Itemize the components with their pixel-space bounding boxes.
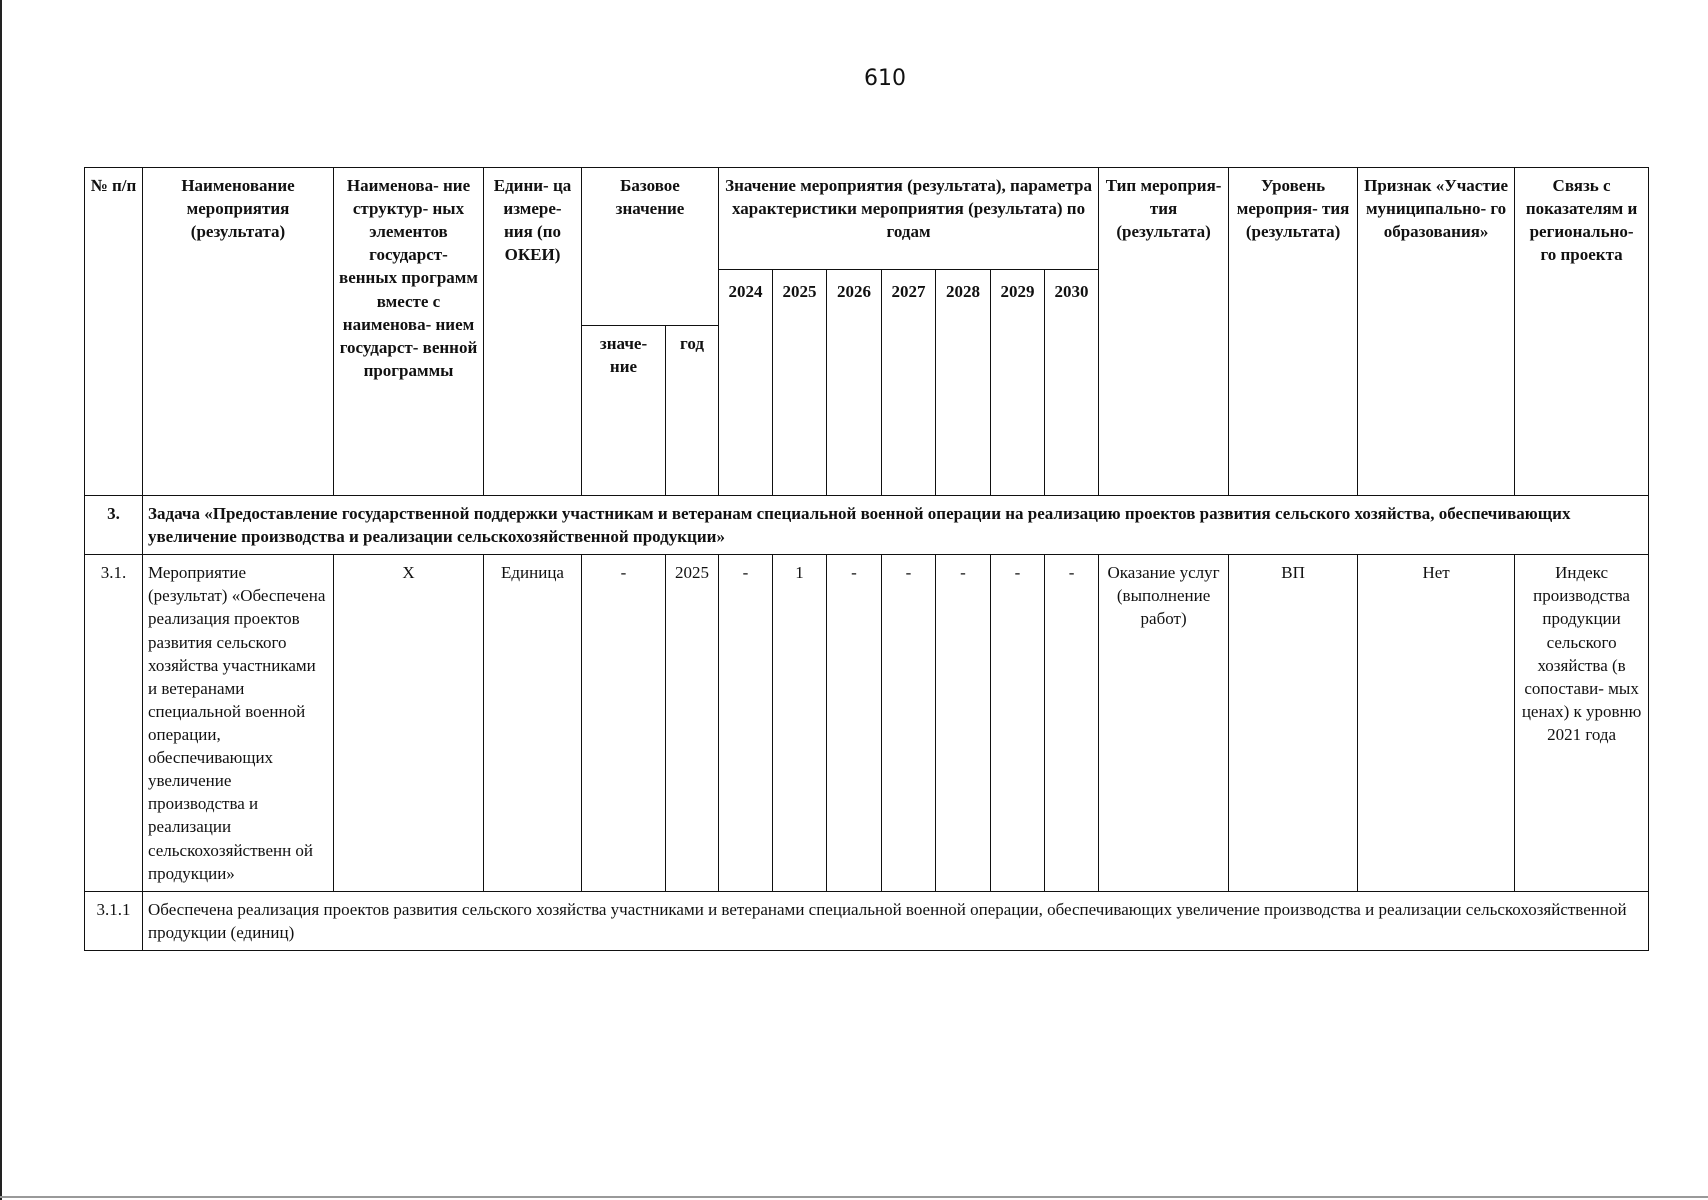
header-base-year: год	[666, 326, 719, 496]
header-year-2028: 2028	[936, 270, 991, 496]
measure-unit: Единица	[484, 555, 582, 892]
measure-value-2026: -	[827, 555, 882, 892]
characteristic-text: Обеспечена реализация проектов развития сельского хозяйства участниками и ветеранами специальной военной операции, обеспечивающих увеличение производства и реализации сельскохозяйственной продукции (единиц)	[143, 891, 1649, 950]
header-structural: Наименова- ние структур- ных элементов государст- венных программ вместе с наименова- нием государст- венной программы	[334, 168, 484, 496]
header-base: Базовое значение	[582, 168, 719, 326]
measure-base-year: 2025	[666, 555, 719, 892]
header-name: Наименование мероприятия (результата)	[143, 168, 334, 496]
bottom-page-edge	[0, 1196, 1708, 1198]
page-number: 610	[864, 66, 906, 91]
header-year-2025: 2025	[773, 270, 827, 496]
header-type: Тип мероприя- тия (результата)	[1099, 168, 1229, 496]
task-row	[85, 496, 1649, 555]
measure-value-2025: 1	[773, 555, 827, 892]
measures-table	[84, 167, 1649, 951]
measure-structural: X	[334, 555, 484, 892]
task-num: 3.	[85, 496, 143, 555]
header-year-2026: 2026	[827, 270, 882, 496]
header-values-by-year: Значение мероприятия (результата), параметра характеристики мероприятия (результата) по годам	[719, 168, 1099, 270]
measure-name: Мероприятие (результат) «Обеспечена реализация проектов развития сельского хозяйства участниками и ветеранами специальной военной операции, обеспечивающих увеличение производства и реализации сельскохозяйственн ой продукции»	[143, 555, 334, 892]
measure-level: ВП	[1229, 555, 1358, 892]
header-base-value: значе- ние	[582, 326, 666, 496]
task-text: Задача «Предоставление государственной поддержки участникам и ветеранам специальной военной операции на реализацию проектов развития сельского хозяйства, обеспечивающих увеличение производства и реализации сельскохозяйственной продукции»	[143, 496, 1649, 555]
left-page-edge	[0, 0, 2, 1200]
measure-row	[85, 555, 1649, 892]
measure-value-2024: -	[719, 555, 773, 892]
characteristic-row	[85, 891, 1649, 950]
header-num: № п/п	[85, 168, 143, 496]
header-year-2024: 2024	[719, 270, 773, 496]
measure-municipal: Нет	[1358, 555, 1515, 892]
header-unit: Едини- ца измере- ния (по ОКЕИ)	[484, 168, 582, 496]
measure-link: Индекс производства продукции сельского хозяйства (в сопостави- мых ценах) к уровню 2021 года	[1515, 555, 1649, 892]
header-municipal: Признак «Участие муниципально- го образования»	[1358, 168, 1515, 496]
header-year-2030: 2030	[1045, 270, 1099, 496]
header-level: Уровень мероприя- тия (результата)	[1229, 168, 1358, 496]
header-link: Связь с показателям и регионально- го проекта	[1515, 168, 1649, 496]
header-year-2027: 2027	[882, 270, 936, 496]
measure-type: Оказание услуг (выполнение работ)	[1099, 555, 1229, 892]
measure-value-2029: -	[991, 555, 1045, 892]
measure-value-2027: -	[882, 555, 936, 892]
measure-value-2030: -	[1045, 555, 1099, 892]
measure-num: 3.1.	[85, 555, 143, 892]
characteristic-num: 3.1.1	[85, 891, 143, 950]
measure-value-2028: -	[936, 555, 991, 892]
measure-base-value: -	[582, 555, 666, 892]
header-year-2029: 2029	[991, 270, 1045, 496]
